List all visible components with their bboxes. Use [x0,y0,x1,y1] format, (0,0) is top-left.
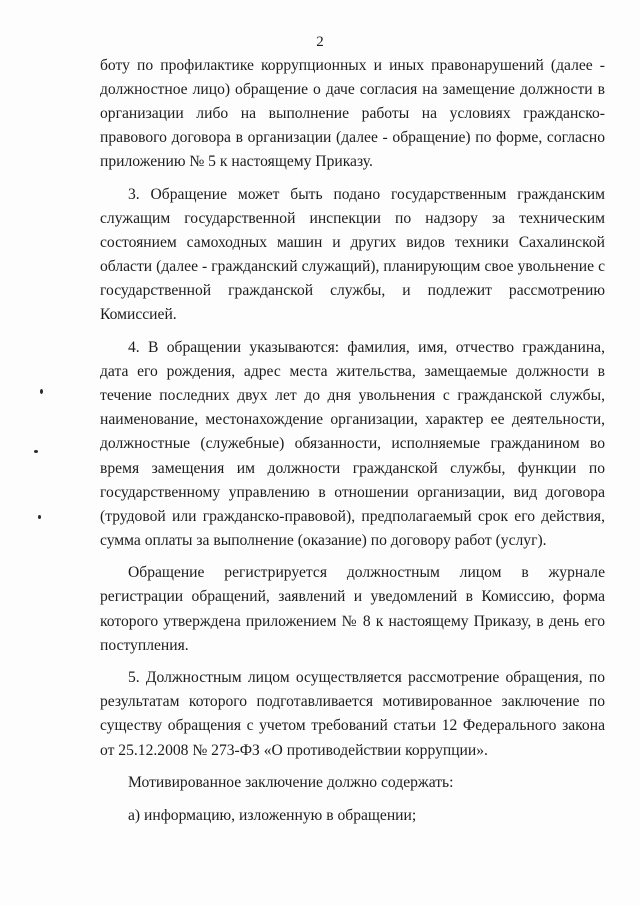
paragraph-registration: Обращение регистрируется должностным лицом в журнале регистрации обращений, заявлений и уведомлений в Комиссию, форма которого утверждена приложением № 8 к настоящему Приказу, в день его поступления. [100,564,605,654]
paragraph-item-5: 5. Должностным лицом осуществляется рассмотрение обращения, по результатам которого подготавливается мотивированное заключение по существу обращения с учетом требований статьи 12 Федерального закона от 25.12.2008 № 273-ФЗ «О противодействии коррупции». [100,669,605,759]
paragraph-conclusion-intro: Мотивированное заключение должно содержать: [128,774,454,792]
scan-speck [38,515,41,519]
page-number: 2 [316,34,324,50]
paragraph-continuation: боту по профилактике коррупционных и иных правонарушений (далее - должностное лицо) обращение о даче согласия на замещение должности в организации либо на выполнение работы на условиях гражданско-правового договора в организации (далее - обращение) по форме, согласно приложению № 5 к настоящему Приказу. [100,57,605,171]
paragraph-item-4: 4. В обращении указываются: фамилия, имя, отчество гражданина, дата его рождения, адрес места жительства, замещаемые должности в течение последних двух лет до дня увольнения с гражданской службы, наименование, местонахождение организации, характер ее деятельности, должностные (служебные) обязанности, исполняемые гражданином во время замещения им должности гражданской службы, функции по государственному управлению в отношении организации, вид договора (трудовой или гражданско-правовой), предполагаемый срок его действия, сумма оплаты за выполнение (оказание) по договору работ (услуг). [100,339,605,549]
scan-speck [40,389,43,394]
document-body [100,54,605,836]
paragraph-item-3: 3. Обращение может быть подано государственным гражданским служащим государственной инспекции по надзору за техническим состоянием самоходных машин и других видов техники Сахалинской области (далее - гражданский служащий), планирующим свое увольнение с государственной гражданской службы, и подлежит рассмотрению Комиссией. [100,185,605,324]
paragraph-subitem-a: а) информацию, изложенную в обращении; [128,806,417,824]
scan-speck [34,450,38,453]
